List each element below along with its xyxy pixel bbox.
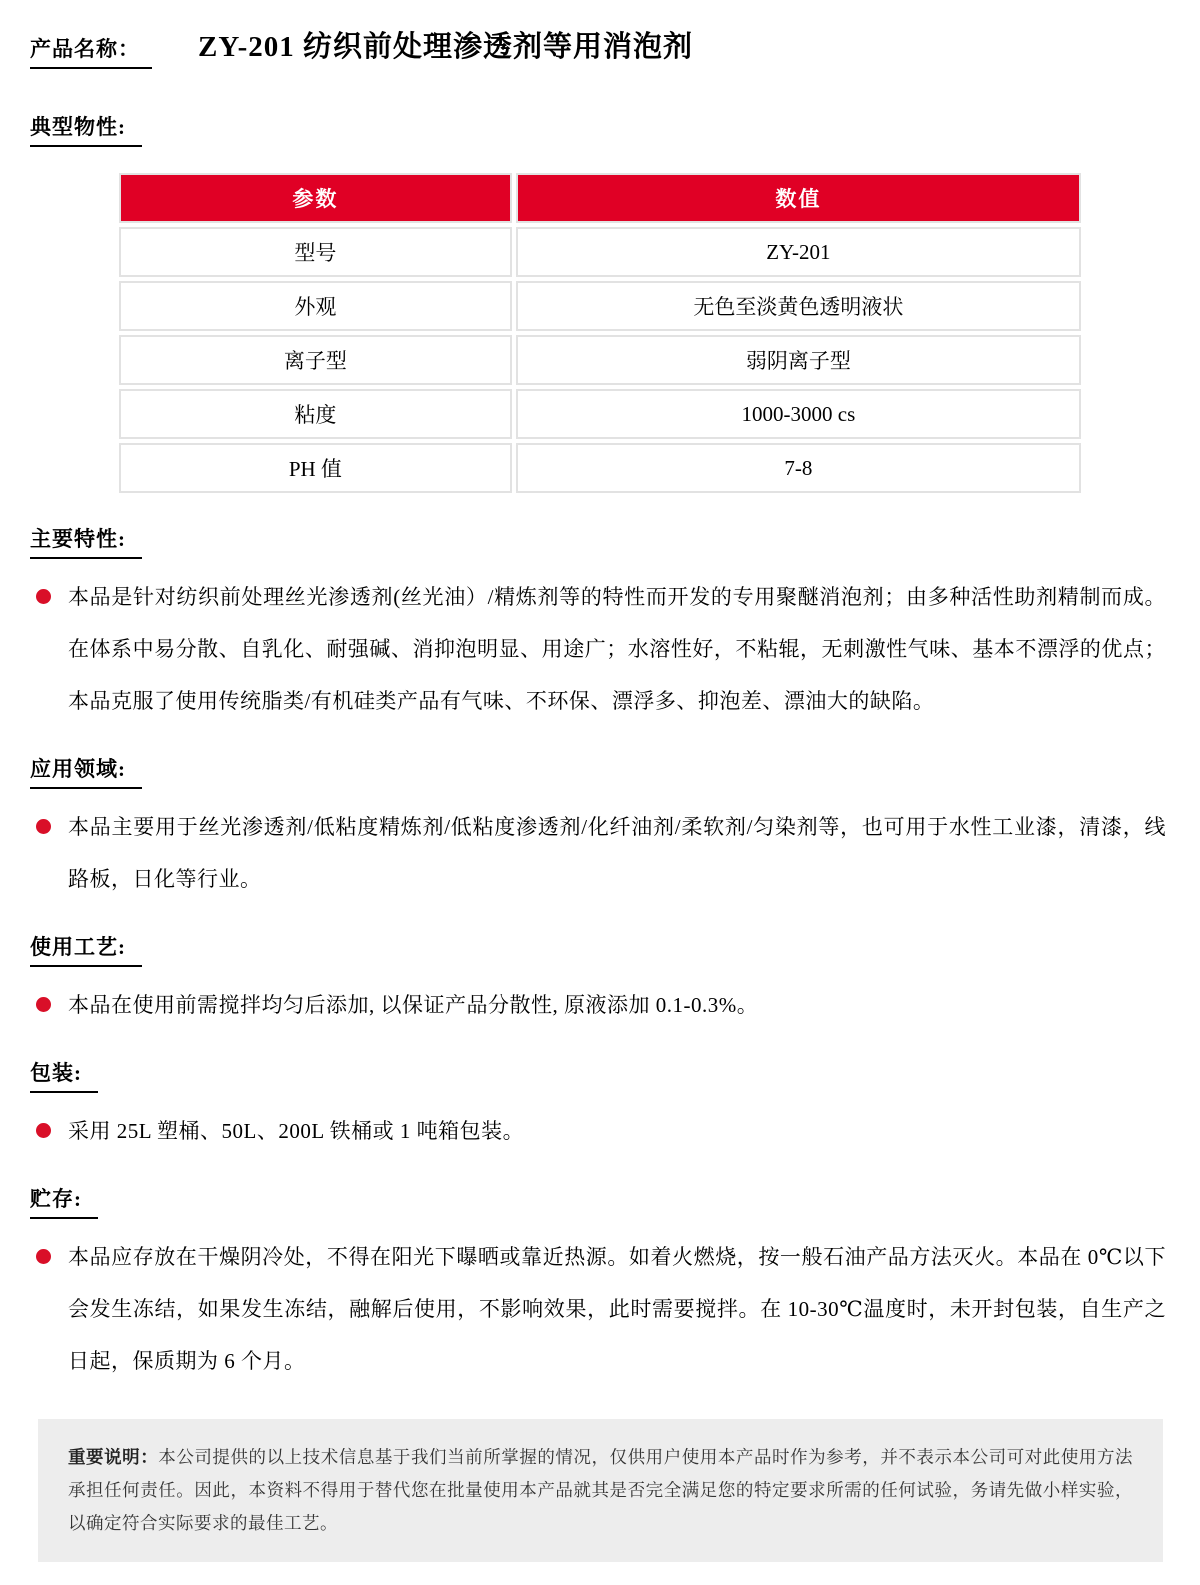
bullet-icon (36, 819, 51, 834)
list-item (30, 979, 1166, 1031)
cell-parameter: 型号 (119, 227, 512, 277)
list-item (30, 801, 1166, 905)
important-notice-box (38, 1419, 1163, 1562)
section-heading: 贮存: (30, 1183, 98, 1219)
notice-label: 重要说明： (68, 1447, 159, 1467)
list-item (30, 1105, 1166, 1157)
table-header-row (119, 173, 1081, 223)
table-row (119, 443, 1081, 493)
page-title: ZY-201 纺织前处理渗透剂等用消泡剂 (198, 31, 694, 63)
bullet-icon (36, 1123, 51, 1138)
section-application-areas (30, 753, 1166, 905)
section-heading: 包装: (30, 1057, 98, 1093)
cell-value: ZY-201 (516, 227, 1081, 277)
cell-parameter: 离子型 (119, 335, 512, 385)
notice-text: 本公司提供的以上技术信息基于我们当前所掌握的情况，仅供用户使用本产品时作为参考，并不表示本公司可对此使用方法承担任何责任。因此，本资料不得用于替代您在批量使用本产品就其是否完全满足您的特定要求所需的任何试验，务请先做小样实验，以确定符合实际要求的最佳工艺。 (68, 1447, 1134, 1533)
column-header-parameter: 参数 (119, 173, 512, 223)
bullet-icon (36, 589, 51, 604)
bullet-text: 采用 25L 塑桶、50L、200L 铁桶或 1 吨箱包装。 (68, 1119, 525, 1143)
product-name-row (30, 24, 1166, 69)
section-packaging (30, 1057, 1166, 1157)
list-item (30, 571, 1166, 727)
cell-parameter: PH 值 (119, 443, 512, 493)
section-heading: 应用领域: (30, 753, 142, 789)
section-heading: 使用工艺: (30, 931, 142, 967)
section-heading-typical-properties: 典型物性: (30, 111, 142, 147)
cell-value: 7-8 (516, 443, 1081, 493)
list-item (30, 1231, 1166, 1387)
bullet-text: 本品主要用于丝光渗透剂/低粘度精炼剂/低粘度渗透剂/化纤油剂/柔软剂/匀染剂等，也可用于水性工业漆，清漆，线路板，日化等行业。 (68, 815, 1166, 891)
bullet-icon (36, 1249, 51, 1264)
section-usage-process (30, 931, 1166, 1031)
table-row (119, 335, 1081, 385)
section-storage (30, 1183, 1166, 1387)
cell-value: 无色至淡黄色透明液状 (516, 281, 1081, 331)
bullet-text: 本品应存放在干燥阴冷处，不得在阳光下曝晒或靠近热源。如着火燃烧，按一般石油产品方法灭火。本品在 0℃以下会发生冻结，如果发生冻结，融解后使用，不影响效果，此时需要搅拌。在 10-30℃温度时，未开封包装，自生产之日起，保质期为 6 个月。 (68, 1245, 1166, 1373)
bullet-text: 本品是针对纺织前处理丝光渗透剂(丝光油）/精炼剂等的特性而开发的专用聚醚消泡剂；由多种活性助剂精制而成。在体系中易分散、自乳化、耐强碱、消抑泡明显、用途广；水溶性好，不粘辊，无刺激性气味、基本不漂浮的优点；本品克服了使用传统脂类/有机硅类产品有气味、不环保、漂浮多、抑泡差、漂油大的缺陷。 (68, 585, 1166, 713)
section-main-features (30, 523, 1166, 727)
table-row (119, 281, 1081, 331)
section-heading: 主要特性: (30, 523, 142, 559)
product-name-label: 产品名称： (30, 33, 152, 69)
cell-parameter: 粘度 (119, 389, 512, 439)
cell-value: 1000-3000 cs (516, 389, 1081, 439)
cell-parameter: 外观 (119, 281, 512, 331)
bullet-icon (36, 997, 51, 1012)
table-row (119, 389, 1081, 439)
cell-value: 弱阴离子型 (516, 335, 1081, 385)
bullet-text: 本品在使用前需搅拌均匀后添加, 以保证产品分散性, 原液添加 0.1-0.3%。 (68, 993, 759, 1017)
table-row (119, 227, 1081, 277)
spec-table (115, 169, 1085, 497)
column-header-value: 数值 (516, 173, 1081, 223)
